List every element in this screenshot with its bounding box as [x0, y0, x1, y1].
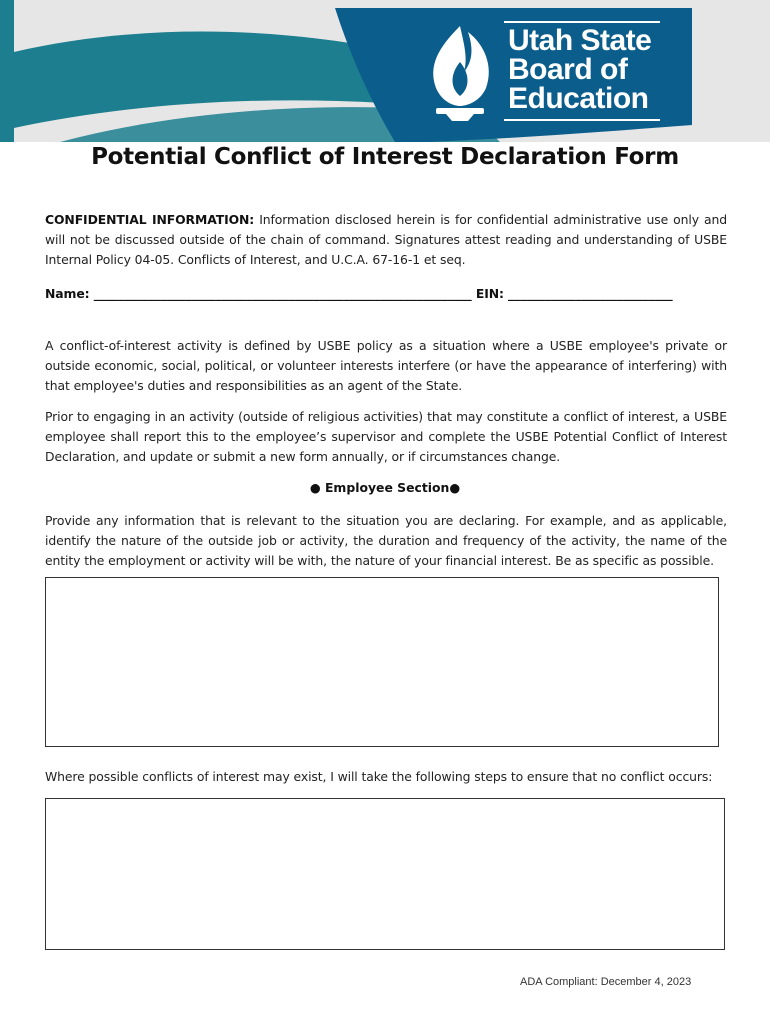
provide-info-paragraph: Provide any information that is relevant to the situation you are declaring. For example, and as applicable, identify the nature of the outside job or activity, the duration and frequency of the activity, the name of the entity the employment or activity will be with, the nature of your financial interest. Be as specific as possible. — [45, 513, 727, 568]
confidential-text: Information disclosed herein is for confidential administrative use only and will not be discussed outside of the chain of command. Signatures attest reading and understanding of USBE Internal Policy 04-05. Conflicts of Interest, and U.C.A. 67-16-1 et seq. — [45, 212, 727, 267]
flame-logo-icon — [424, 22, 496, 122]
logo-rule-top — [504, 21, 660, 23]
logo-line-2: Board of — [508, 53, 628, 86]
steps-prompt: Where possible conflicts of interest may exist, I will take the following steps to ensure that no conflict occurs: — [45, 769, 713, 784]
steps-textarea[interactable] — [45, 798, 725, 950]
confidential-label: CONFIDENTIAL INFORMATION: — [45, 212, 255, 227]
header-banner — [0, 0, 770, 142]
confidential-notice — [45, 210, 727, 270]
form-title: Potential Conflict of Interest Declaration Form — [91, 144, 679, 170]
logo-line-1: Utah State — [508, 24, 652, 57]
logo-rule-bottom — [504, 119, 660, 121]
logo-line-3: Education — [508, 82, 649, 115]
declaration-textarea[interactable] — [45, 577, 719, 747]
logo-text — [508, 26, 651, 113]
prior-paragraph: Prior to engaging in an activity (outside of religious activities) that may constitute a conflict of interest, a USBE employee shall report this to the employee’s supervisor and complete the USBE Potential Conflict of Interest Declaration, and update or submit a new form annually, or if circumstances change. — [45, 409, 727, 464]
employee-section-heading: ● Employee Section● — [309, 480, 461, 495]
name-ein-line[interactable]: Name: ______________________________________________________________ EIN: ___________________________ — [45, 286, 673, 301]
definition-paragraph: A conflict-of-interest activity is defined by USBE policy as a situation where a USBE employee's private or outside economic, social, political, or volunteer interests interfere (or have the appearance of interfering) with that employee's duties and responsibilities as an agent of the State. — [45, 338, 727, 393]
ada-compliance-footer: ADA Compliant: December 4, 2023 — [520, 976, 692, 988]
